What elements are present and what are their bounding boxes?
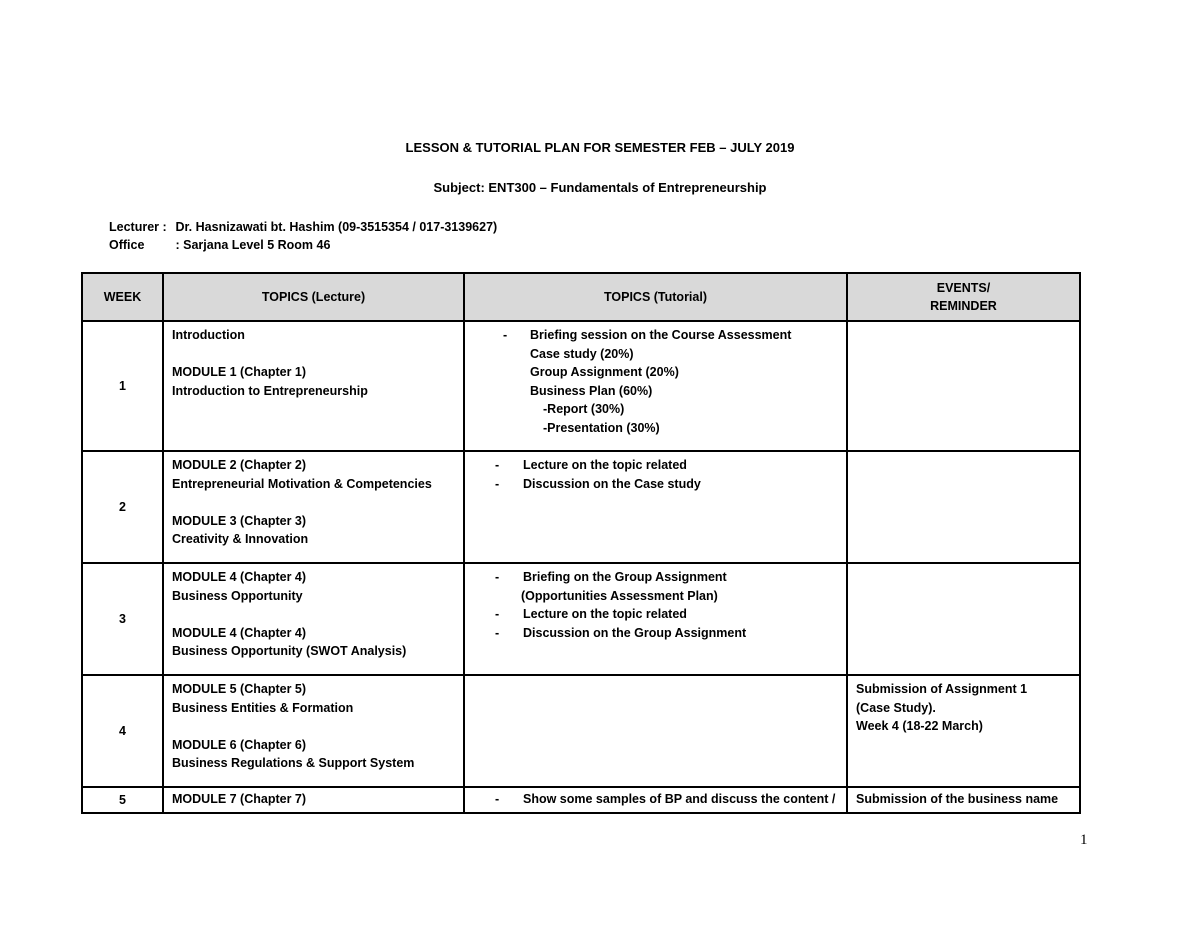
- office-value: : Sarjana Level 5 Room 46: [175, 238, 331, 252]
- events-cell: [847, 321, 1080, 451]
- lecture-line: Business Regulations & Support System: [172, 756, 415, 770]
- page-number: 1: [1080, 832, 1088, 848]
- tutorial-line: (Opportunities Assessment Plan): [521, 588, 718, 603]
- tutorial-bullet: [473, 605, 838, 624]
- document-title: LESSON & TUTORIAL PLAN FOR SEMESTER FEB – JULY 2019: [405, 140, 795, 155]
- bullet-dash: -: [495, 476, 500, 491]
- tutorial-cell: [464, 321, 847, 451]
- event-line: Submission of Assignment 1: [856, 682, 1028, 696]
- table-row: [82, 563, 1080, 675]
- tutorial-line: Briefing session on the Course Assessment: [530, 328, 792, 342]
- events-cell: [847, 563, 1080, 675]
- column-header-events: [847, 273, 1080, 321]
- lecture-line: MODULE 7 (Chapter 7): [172, 792, 307, 806]
- week-cell: 3: [82, 563, 163, 675]
- column-header-tutorial: TOPICS (Tutorial): [464, 273, 847, 321]
- tutorial-cell: [464, 787, 847, 813]
- table-row: [82, 451, 1080, 563]
- column-header-week: WEEK: [82, 273, 163, 321]
- lecturer-value: Dr. Hasnizawati bt. Hashim (09-3515354 / 017-3139627): [175, 220, 498, 234]
- lecture-line: Entrepreneurial Motivation & Competencies: [172, 476, 432, 491]
- lecture-cell: [163, 321, 464, 451]
- tutorial-line: Lecture on the topic related: [523, 458, 687, 472]
- lecture-line: MODULE 4 (Chapter 4): [172, 570, 307, 584]
- tutorial-bullet: [473, 790, 838, 809]
- week-cell: 4: [82, 675, 163, 787]
- tutorial-line: Show some samples of BP and discuss the content /: [523, 792, 836, 806]
- lecture-line: Business Entities & Formation: [172, 700, 354, 715]
- tutorial-line: -Report (30%): [543, 402, 625, 416]
- bullet-dash: -: [495, 625, 500, 640]
- lecture-line: Creativity & Innovation: [172, 532, 309, 546]
- subject-line: Subject: ENT300 – Fundamentals of Entrepreneurship: [433, 180, 767, 195]
- tutorial-line: Lecture on the topic related: [523, 607, 687, 621]
- bullet-dash: -: [503, 328, 508, 342]
- lecture-line: Introduction to Entrepreneurship: [172, 383, 368, 398]
- lecture-line: [172, 493, 455, 512]
- lecture-line: Business Opportunity: [172, 588, 303, 603]
- lecture-line: [172, 345, 455, 364]
- tutorial-bullet: [473, 326, 838, 345]
- lecture-cell: [163, 787, 464, 813]
- week-cell: 2: [82, 451, 163, 563]
- lecture-line: MODULE 6 (Chapter 6): [172, 737, 307, 752]
- tutorial-bullet: [473, 475, 838, 494]
- week-cell: 5: [82, 787, 163, 813]
- events-cell: [847, 787, 1080, 813]
- lecture-line: MODULE 5 (Chapter 5): [172, 682, 307, 696]
- table-row: [82, 787, 1080, 813]
- lecture-line: Business Opportunity (SWOT Analysis): [172, 644, 407, 658]
- tutorial-line: Discussion on the Group Assignment: [523, 625, 747, 640]
- tutorial-cell: [464, 563, 847, 675]
- event-line: Submission of the business name: [856, 792, 1059, 806]
- tutorial-cell: [464, 451, 847, 563]
- tutorial-line: -Presentation (30%): [543, 420, 660, 435]
- week-cell: 1: [82, 321, 163, 451]
- table-row: [82, 321, 1080, 451]
- lecture-cell: [163, 451, 464, 563]
- lecture-line: MODULE 2 (Chapter 2): [172, 458, 307, 472]
- event-line: (Case Study).: [856, 700, 936, 715]
- events-cell: [847, 675, 1080, 787]
- lecture-line: MODULE 1 (Chapter 1): [172, 365, 307, 379]
- office-label: Office: [109, 238, 145, 252]
- events-cell: [847, 451, 1080, 563]
- lecturer-label: Lecturer :: [109, 220, 167, 234]
- lecturer-line: [109, 220, 497, 234]
- tutorial-line: Briefing on the Group Assignment: [523, 570, 727, 584]
- lecture-cell: [163, 563, 464, 675]
- tutorial-cell: [464, 675, 847, 787]
- bullet-dash: -: [495, 570, 500, 584]
- lecture-line: MODULE 4 (Chapter 4): [172, 625, 307, 640]
- tutorial-line: Discussion on the Case study: [523, 476, 701, 491]
- tutorial-bullet: [473, 456, 838, 475]
- bullet-dash: -: [495, 792, 500, 806]
- office-line: [109, 238, 330, 252]
- lecture-line: Introduction: [172, 328, 245, 342]
- tutorial-line: Business Plan (60%): [530, 383, 653, 398]
- table-row: [82, 675, 1080, 787]
- lecture-line: [172, 605, 455, 624]
- table-header-row: [82, 273, 1080, 321]
- tutorial-line: Case study (20%): [530, 346, 634, 361]
- events-header-line1: EVENTS/: [936, 280, 991, 295]
- lecture-line: MODULE 3 (Chapter 3): [172, 513, 307, 528]
- tutorial-line: Group Assignment (20%): [530, 365, 679, 379]
- events-header-line2: REMINDER: [930, 299, 997, 313]
- column-header-lecture: TOPICS (Lecture): [163, 273, 464, 321]
- tutorial-bullet: [473, 624, 838, 643]
- lesson-plan-table: [81, 272, 1081, 814]
- tutorial-bullet: [473, 568, 838, 587]
- lecture-line: [172, 717, 455, 736]
- bullet-dash: -: [495, 607, 500, 621]
- bullet-dash: -: [495, 458, 500, 472]
- lecture-cell: [163, 675, 464, 787]
- event-line: Week 4 (18-22 March): [856, 719, 983, 733]
